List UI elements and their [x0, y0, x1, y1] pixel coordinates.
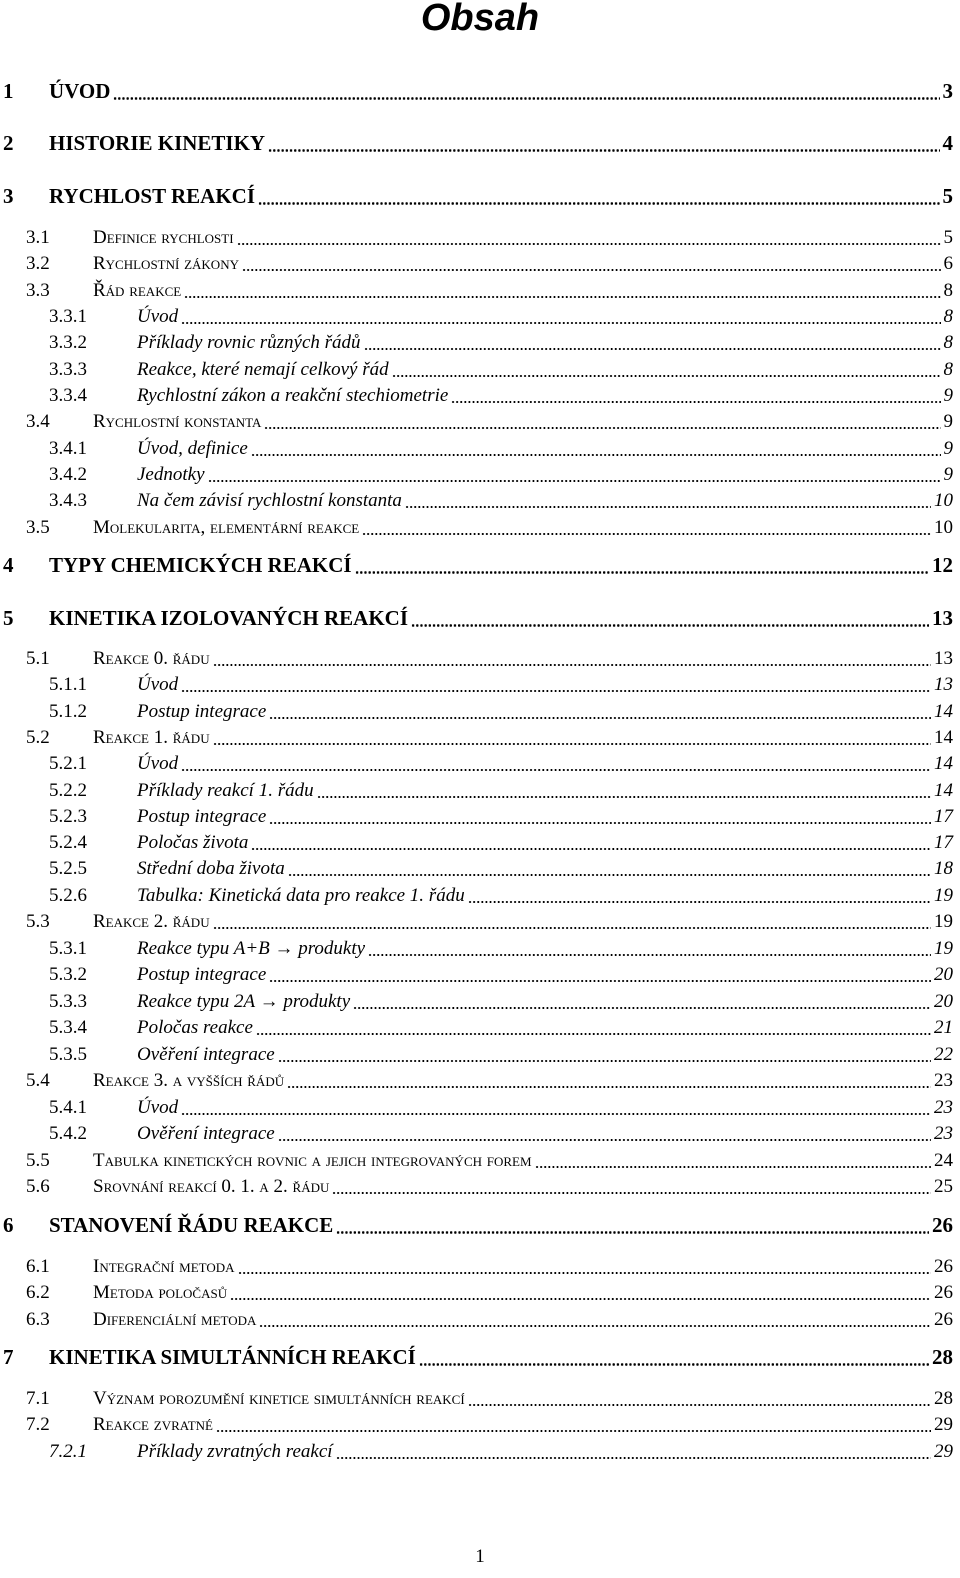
- toc-entry[interactable]: [0, 436, 955, 462]
- toc-entry-page: 23: [934, 1070, 953, 1091]
- toc-entry[interactable]: [0, 1148, 955, 1174]
- toc-entry-title: Poločas reakce: [137, 1017, 253, 1038]
- toc-entry[interactable]: [0, 251, 955, 277]
- toc-entry[interactable]: [0, 80, 955, 106]
- toc-entry-number: 3.3.2: [49, 332, 87, 353]
- toc-entry[interactable]: [0, 357, 955, 383]
- toc-entry-number: 7.1: [26, 1388, 50, 1409]
- toc-entry-title: Úvod: [137, 1097, 179, 1118]
- toc-dot-leader: [278, 1060, 931, 1062]
- toc-entry[interactable]: [0, 1254, 955, 1280]
- toc-entry-page: 23: [934, 1123, 953, 1144]
- toc-dot-leader: [332, 1192, 931, 1194]
- toc-entry-page: 5: [942, 184, 953, 208]
- toc-entry-number: 6.1: [26, 1256, 50, 1277]
- toc-entry-page: 19: [934, 885, 953, 906]
- toc-entry-number: 5.2.2: [49, 780, 87, 801]
- toc-entry-title: Tabulka kinetických rovnic a jejich integrovaných forem: [93, 1150, 532, 1171]
- toc-dot-leader: [392, 375, 941, 377]
- toc-dot-leader: [242, 269, 941, 271]
- toc-entry-number: 5.4.2: [49, 1123, 87, 1144]
- toc-entry-number: 5.6: [26, 1176, 50, 1197]
- toc-entry-title: STANOVENÍ ŘÁDU REAKCE: [49, 1213, 334, 1237]
- toc-entry-page: 26: [934, 1309, 953, 1330]
- toc-entry[interactable]: [0, 646, 955, 672]
- toc-entry[interactable]: [0, 1174, 955, 1200]
- toc-entry-page: 25: [934, 1176, 953, 1197]
- toc-entry-page: 9: [943, 438, 953, 459]
- toc-entry-number: 5.2: [26, 727, 50, 748]
- toc-dot-leader: [411, 624, 929, 627]
- toc-entry[interactable]: [0, 909, 955, 935]
- toc-entry-number: 2: [3, 131, 14, 155]
- toc-entry-page: 13: [934, 648, 953, 669]
- toc-entry-title: Postup integrace: [137, 701, 267, 722]
- toc-dot-leader: [181, 769, 931, 771]
- toc-entry-number: 3.3.4: [49, 385, 87, 406]
- toc-entry-page: 26: [934, 1282, 953, 1303]
- toc-entry-page: 21: [934, 1017, 953, 1038]
- toc-entry-title: Rychlostní konstanta: [93, 411, 262, 432]
- toc-entry-page: 23: [934, 1097, 953, 1118]
- toc-entry-number: 5.3: [26, 911, 50, 932]
- toc-entry-title: Příklady rovnic různých řádů: [137, 332, 361, 353]
- toc-entry[interactable]: [0, 1307, 955, 1333]
- toc-entry[interactable]: [0, 672, 955, 698]
- toc-entry-number: 3.4: [26, 411, 50, 432]
- toc-entry[interactable]: [0, 830, 955, 856]
- toc-entry-page: 5: [943, 227, 953, 248]
- toc-dot-leader: [181, 322, 941, 324]
- toc-entry-page: 26: [932, 1213, 953, 1237]
- toc-entry-page: 19: [934, 911, 953, 932]
- toc-entry-page: 28: [932, 1345, 953, 1369]
- toc-entry-page: 12: [932, 553, 953, 577]
- toc-dot-leader: [181, 1113, 931, 1115]
- toc-dot-leader: [258, 202, 940, 205]
- toc-entry-title: Reakce 0. řádu: [93, 648, 210, 669]
- toc-dot-leader: [278, 1139, 931, 1141]
- toc-entry-page: 10: [934, 517, 953, 538]
- toc-dot-leader: [238, 1272, 931, 1274]
- toc-dot-leader: [269, 822, 931, 824]
- toc-entry-title: Střední doba života: [137, 858, 285, 879]
- toc-entry-title: Příklady zvratných reakcí: [137, 1441, 333, 1462]
- toc-entry-page: 17: [934, 832, 953, 853]
- toc-entry-title: Srovnání reakcí 0. 1. a 2. řádu: [93, 1176, 330, 1197]
- toc-entry[interactable]: [0, 488, 955, 514]
- toc-entry[interactable]: [0, 607, 955, 633]
- toc-entry-page: 6: [943, 253, 953, 274]
- toc-entry[interactable]: [0, 1121, 955, 1147]
- toc-dot-leader: [264, 427, 941, 429]
- toc-dot-leader: [535, 1166, 931, 1168]
- toc-entry-number: 7.2: [26, 1414, 50, 1435]
- page-title: Obsah: [420, 0, 540, 39]
- toc-dot-leader: [355, 571, 929, 574]
- toc-entry-number: 3: [3, 184, 14, 208]
- toc-entry-number: 6.3: [26, 1309, 50, 1330]
- toc-entry-number: 3.4.2: [49, 464, 87, 485]
- toc-dot-leader: [259, 1325, 931, 1327]
- toc-entry-number: 5.3.2: [49, 964, 87, 985]
- toc-entry-title: ÚVOD: [49, 79, 111, 103]
- toc-entry-title: Metoda poločasů: [93, 1282, 228, 1303]
- toc-entry-number: 3.3.1: [49, 306, 87, 327]
- toc-dot-leader: [468, 901, 931, 903]
- toc-entry[interactable]: [0, 699, 955, 725]
- toc-entry-title: Diferenciální metoda: [93, 1309, 257, 1330]
- toc-entry-page: 10: [934, 490, 953, 511]
- toc-entry-page: 29: [934, 1441, 953, 1462]
- toc-entry[interactable]: [0, 278, 955, 304]
- toc-entry[interactable]: [0, 383, 955, 409]
- toc-entry-title: Reakce 3. a vyšších řádů: [93, 1070, 285, 1091]
- toc-entry-number: 5.3.5: [49, 1044, 87, 1065]
- toc-dot-leader: [405, 506, 931, 508]
- toc-entry[interactable]: [0, 883, 955, 909]
- toc-entry-page: 14: [934, 727, 953, 748]
- toc-entry[interactable]: [0, 1346, 955, 1372]
- toc-entry-page: 9: [943, 385, 953, 406]
- toc-entry[interactable]: [0, 515, 955, 541]
- toc-dot-leader: [269, 717, 931, 719]
- toc-entry-number: 3.2: [26, 253, 50, 274]
- toc-entry[interactable]: [0, 554, 955, 580]
- toc-entry[interactable]: [0, 1386, 955, 1412]
- toc-entry-title: KINETIKA IZOLOVANÝCH REAKCÍ: [49, 606, 409, 630]
- toc-entry-title: KINETIKA SIMULTÁNNÍCH REAKCÍ: [49, 1345, 416, 1369]
- toc-entry-title: Úvod: [137, 674, 179, 695]
- toc-entry-page: 14: [934, 753, 953, 774]
- toc-entry-page: 13: [934, 674, 953, 695]
- toc-dot-leader: [230, 1298, 931, 1300]
- toc-entry-title: Reakce 1. řádu: [93, 727, 210, 748]
- toc-dot-leader: [368, 954, 931, 956]
- toc-entry-page: 19: [934, 938, 953, 959]
- toc-dot-leader: [208, 480, 941, 482]
- toc-entry-page: 28: [934, 1388, 953, 1409]
- toc-entry-page: 20: [934, 964, 953, 985]
- toc-entry[interactable]: [0, 185, 955, 211]
- toc-entry-number: 5.5: [26, 1150, 50, 1171]
- toc-entry-number: 5.2.3: [49, 806, 87, 827]
- toc-entry-title: Postup integrace: [137, 964, 267, 985]
- toc-entry[interactable]: [0, 856, 955, 882]
- toc-entry-number: 5.2.5: [49, 858, 87, 879]
- toc-dot-leader: [256, 1033, 931, 1035]
- toc-entry[interactable]: [0, 725, 955, 751]
- toc-entry-number: 5.3.3: [49, 991, 87, 1012]
- toc-entry-title: Reakce 2. řádu: [93, 911, 210, 932]
- toc-entry-title: Úvod: [137, 753, 179, 774]
- toc-entry-number: 6: [3, 1213, 14, 1237]
- toc-entry-title: Význam porozumění kinetice simultánních reakcí: [93, 1388, 465, 1409]
- toc-entry-number: 5.2.6: [49, 885, 87, 906]
- toc-dot-leader: [237, 243, 941, 245]
- toc-dot-leader: [251, 454, 941, 456]
- toc-entry-page: 22: [934, 1044, 953, 1065]
- toc-entry-title: Ověření integrace: [137, 1123, 275, 1144]
- toc-entry-number: 5.3.1: [49, 938, 87, 959]
- toc-dot-leader: [113, 97, 940, 100]
- toc-entry-page: 20: [934, 991, 953, 1012]
- toc-entry[interactable]: [0, 1068, 955, 1094]
- toc-entry-page: 17: [934, 806, 953, 827]
- toc-entry-page: 9: [943, 411, 953, 432]
- toc-entry-page: 14: [934, 701, 953, 722]
- toc-entry-page: 18: [934, 858, 953, 879]
- toc-entry-title: Reakce, které nemají celkový řád: [137, 359, 389, 380]
- toc-entry-page: 8: [943, 332, 953, 353]
- toc-entry[interactable]: [0, 1412, 955, 1438]
- toc-entry-number: 4: [3, 553, 14, 577]
- toc-entry[interactable]: [0, 1439, 955, 1465]
- toc-entry-number: 3.3.3: [49, 359, 87, 380]
- toc-dot-leader: [181, 690, 931, 692]
- toc-entry-number: 5.2.4: [49, 832, 87, 853]
- toc-dot-leader: [213, 743, 931, 745]
- toc-entry-title: Úvod, definice: [137, 438, 248, 459]
- toc-dot-leader: [336, 1231, 929, 1234]
- toc-dot-leader: [364, 348, 941, 350]
- toc-entry-number: 5.2.1: [49, 753, 87, 774]
- toc-dot-leader: [317, 796, 931, 798]
- toc-entry-page: 26: [934, 1256, 953, 1277]
- toc-entry-title: Na čem závisí rychlostní konstanta: [137, 490, 402, 511]
- toc-entry-number: 5.1: [26, 648, 50, 669]
- toc-dot-leader: [362, 533, 931, 535]
- toc-entry[interactable]: [0, 936, 955, 962]
- toc-entry[interactable]: [0, 1015, 955, 1041]
- toc-entry-title: Jednotky: [137, 464, 205, 485]
- toc-entry-title: Molekularita, elementární reakce: [93, 517, 360, 538]
- toc-dot-leader: [287, 1086, 931, 1088]
- toc-entry-page: 29: [934, 1414, 953, 1435]
- toc-entry-page: 4: [942, 131, 953, 155]
- toc-entry-title: TYPY CHEMICKÝCH REAKCÍ: [49, 553, 352, 577]
- toc-entry-title: Ověření integrace: [137, 1044, 275, 1065]
- toc-entry-page: 13: [932, 606, 953, 630]
- toc-entry-title: Řád reakce: [93, 280, 182, 301]
- toc-entry-number: 5.4: [26, 1070, 50, 1091]
- toc-entry[interactable]: [0, 225, 955, 251]
- toc-entry-number: 3.1: [26, 227, 50, 248]
- toc-entry-number: 1: [3, 79, 14, 103]
- toc-dot-leader: [213, 927, 931, 929]
- toc-entry-title: Definice rychlosti: [93, 227, 234, 248]
- toc-dot-leader: [213, 664, 931, 666]
- toc-entry-page: 8: [943, 359, 953, 380]
- toc-entry-title: Poločas života: [137, 832, 249, 853]
- toc-dot-leader: [419, 1363, 929, 1366]
- toc-entry-number: 5.3.4: [49, 1017, 87, 1038]
- toc-entry[interactable]: [0, 304, 955, 330]
- toc-entry-title: Rychlostní zákon a reakční stechiometrie: [137, 385, 449, 406]
- toc-dot-leader: [251, 848, 931, 850]
- toc-entry[interactable]: [0, 132, 955, 158]
- toc-entry[interactable]: [0, 1280, 955, 1306]
- toc-entry-title: Úvod: [137, 306, 179, 327]
- toc-dot-leader: [269, 980, 931, 982]
- toc-entry-title: HISTORIE KINETIKY: [49, 131, 266, 155]
- toc-entry-title: Integrační metoda: [93, 1256, 235, 1277]
- toc-entry-title: Příklady reakcí 1. řádu: [137, 780, 314, 801]
- toc-entry-number: 3.5: [26, 517, 50, 538]
- page-number: 1: [475, 1546, 485, 1567]
- toc-dot-leader: [288, 874, 931, 876]
- toc-entry[interactable]: [0, 751, 955, 777]
- toc-dot-leader: [336, 1457, 931, 1459]
- toc-entry-title: Reakce zvratné: [93, 1414, 213, 1435]
- toc-entry-page: 8: [943, 280, 953, 301]
- toc-entry-number: 5.1.1: [49, 674, 87, 695]
- toc-entry[interactable]: [0, 462, 955, 488]
- toc-entry-title: Reakce typu A+B → produkty: [137, 938, 366, 959]
- toc-entry-number: 5.1.2: [49, 701, 87, 722]
- toc-entry-title: RYCHLOST REAKCÍ: [49, 184, 256, 208]
- toc-entry-page: 8: [943, 306, 953, 327]
- toc-entry-number: 7: [3, 1345, 14, 1369]
- toc-entry[interactable]: [0, 409, 955, 435]
- toc-entry-title: Rychlostní zákony: [93, 253, 239, 274]
- toc-dot-leader: [268, 149, 940, 152]
- toc-dot-leader: [216, 1430, 931, 1432]
- toc-entry[interactable]: [0, 778, 955, 804]
- toc-entry-title: Tabulka: Kinetická data pro reakce 1. řádu: [137, 885, 465, 906]
- toc-entry-page: 24: [934, 1150, 953, 1171]
- toc-entry-title: Reakce typu 2A → produkty: [137, 991, 351, 1012]
- toc-entry[interactable]: [0, 804, 955, 830]
- toc-entry[interactable]: [0, 962, 955, 988]
- toc-dot-leader: [353, 1007, 931, 1009]
- toc-entry[interactable]: [0, 1095, 955, 1121]
- toc-entry[interactable]: [0, 1042, 955, 1068]
- toc-entry-number: 3.3: [26, 280, 50, 301]
- toc-entry[interactable]: [0, 989, 955, 1015]
- toc-entry-number: 5.4.1: [49, 1097, 87, 1118]
- toc-entry[interactable]: [0, 330, 955, 356]
- toc-entry-number: 6.2: [26, 1282, 50, 1303]
- toc-entry[interactable]: [0, 1214, 955, 1240]
- toc-dot-leader: [468, 1404, 931, 1406]
- toc-entry-page: 14: [934, 780, 953, 801]
- toc-entry-number: 3.4.3: [49, 490, 87, 511]
- toc-dot-leader: [184, 296, 941, 298]
- toc-entry-title: Postup integrace: [137, 806, 267, 827]
- toc-entry-number: 7.2.1: [49, 1441, 87, 1462]
- toc-entry-number: 5: [3, 606, 14, 630]
- toc-entry-page: 3: [942, 79, 953, 103]
- toc-dot-leader: [451, 401, 941, 403]
- toc-entry-page: 9: [943, 464, 953, 485]
- toc-entry-number: 3.4.1: [49, 438, 87, 459]
